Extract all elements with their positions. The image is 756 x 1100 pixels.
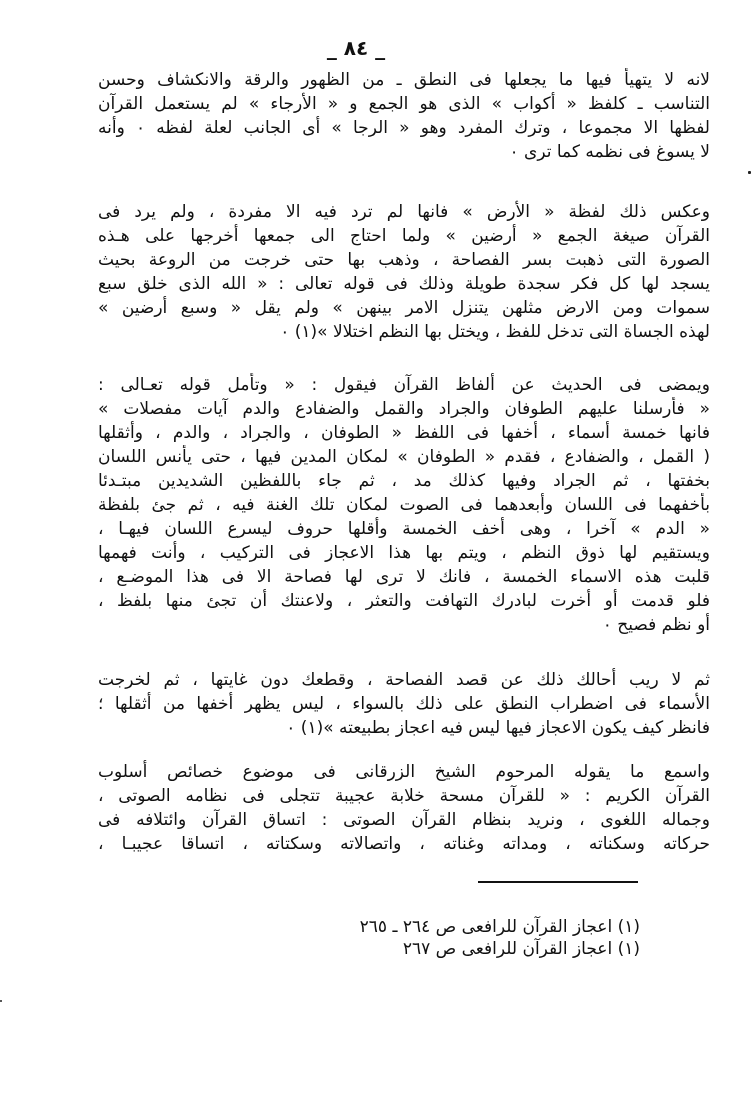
text-line: فانها خمسة أسماء ، أخفها فى اللفظ « الطوفان ، والجراد ، والدم ، وأثقلها bbox=[98, 423, 710, 443]
text-line: فلو قدمت أو أخرت لبادرك التهافت والتعثر ، ولاعنتك أن تجئ منها بلفظ ، bbox=[98, 591, 710, 611]
text-line: « الدم » آخرا ، وهى أخف الخمسة وأقلها حروف ليسرع اللسان فيهـا ، bbox=[98, 519, 710, 539]
text-line: بخفتها ، ثم الجراد وفيها كذلك مد ، ثم جاء باللفظين الشديدين مبتـدئا bbox=[98, 471, 710, 491]
text-line: القرآن صيغة الجمع « أرضين » ولما احتاج الى جمعها أخرجها على هـذه bbox=[98, 226, 710, 246]
text-line: ويمضى فى الحديث عن ألفاظ القرآن فيقول : « وتأمل قوله تعـالى : bbox=[98, 375, 710, 395]
paragraph-2 bbox=[98, 200, 710, 344]
paragraph-1 bbox=[98, 68, 710, 164]
text-line: يسجد لها كل فكر سجدة طويلة وذلك فى قوله تعالى : « الله الذى خلق سبع bbox=[98, 274, 710, 294]
paragraph-5 bbox=[98, 760, 710, 856]
text-line: التناسب ـ كلفظ « أكواب » الذى هو الجمع و « الأرجاء » لم يستعمل القرآن bbox=[98, 94, 710, 114]
footnote: (١) اعجاز القرآن للرافعى ص ٢٦٤ ـ ٢٦٥ bbox=[359, 917, 640, 937]
text-line: القرآن الكريم : « للقرآن مسحة خلابة عجيبة تتجلى فى نظامه الصوتى ، bbox=[98, 786, 710, 806]
text-line: واسمع ما يقوله المرحوم الشيخ الزرقانى فى موضوع خصائص أسلوب bbox=[98, 762, 710, 782]
scan-speck bbox=[0, 1000, 2, 1002]
paragraph-3 bbox=[98, 373, 710, 637]
text-line: وجماله اللغوى ، ونريد بنظام القرآن الصوتى : اتساق القرآن وائتلافه فى bbox=[98, 810, 710, 830]
text-line: وعكس ذلك لفظة « الأرض » فانها لم ترد فيه الا مفردة ، ولم يرد فى bbox=[98, 202, 710, 222]
paragraph-4 bbox=[98, 668, 710, 740]
text-line: أو نظم فصيح ٠ bbox=[602, 615, 710, 635]
text-line: « فأرسلنا عليهم الطوفان والجراد والقمل والضفادع والدم آيات مفصلات » bbox=[98, 399, 710, 419]
footnotes bbox=[300, 916, 640, 960]
text-line: فانظر كيف يكون الاعجاز فيها ليس فيه اعجاز بطبيعته »(١) ٠ bbox=[286, 718, 710, 738]
footnote-divider bbox=[478, 881, 638, 883]
text-line: الأسماء فى اضطراب النطق على ذلك بالسواء ، ليس يظهر أخفها من أثقلها ؛ bbox=[98, 694, 710, 714]
text-line: سموات ومن الارض مثلهن يتنزل الامر بينهن » ولم يقل « وسبع أرضين » bbox=[98, 298, 710, 318]
footnote: (١) اعجاز القرآن للرافعى ص ٢٦٧ bbox=[402, 939, 640, 959]
text-line: لانه لا يتهيأ فيها ما يجعلها فى النطق ـ من الظهور والرقة والانكشاف وحسن bbox=[98, 70, 710, 90]
text-line: ( القمل ، والضفادع ، فقدم « الطوفان » لمكان المدين فيها ، حتى يأنس اللسان bbox=[98, 447, 710, 467]
text-line: ويستقيم لها ذوق النظم ، ويتم بها هذا الاعجاز فى التركيب ، وأنت فهمها bbox=[98, 543, 710, 563]
page-number: _ ٨٤ _ bbox=[326, 36, 386, 60]
text-line: بأخفهما فى اللسان وأبعدهما فى الصوت لمكان تلك الغنة فيه ، ثم جئ بلفظة bbox=[98, 495, 710, 515]
text-line: لا يسوغ فى نظمه كما ترى ٠ bbox=[509, 142, 710, 162]
text-line: ثم لا ريب أحالك ذلك عن قصد الفصاحة ، وقطعك دون غايتها ، ثم لخرجت bbox=[98, 670, 710, 690]
text-line: الصورة التى ذهبت بسر الفصاحة ، وذهب بها حتى خرجت من الروعة بحيث bbox=[98, 250, 710, 270]
text-line: قلبت هذه الاسماء الخمسة ، فانك لا ترى لها فصاحة الا فى هذا الموضـع ، bbox=[98, 567, 710, 587]
scan-speck bbox=[748, 171, 751, 174]
text-line: لفظها الا مجموعا ، وترك المفرد وهو « الرجا » أى الجانب لعلة لفظه ٠ وأنه bbox=[98, 118, 710, 138]
text-line: لهذه الجساة التى تدخل للفظ ، ويختل بها النظم اختلالا »(١) ٠ bbox=[280, 322, 710, 342]
text-line: حركاته وسكناته ، ومداته وغناته ، واتصالاته وسكتاته ، اتساقا عجيبـا ، bbox=[98, 834, 710, 854]
